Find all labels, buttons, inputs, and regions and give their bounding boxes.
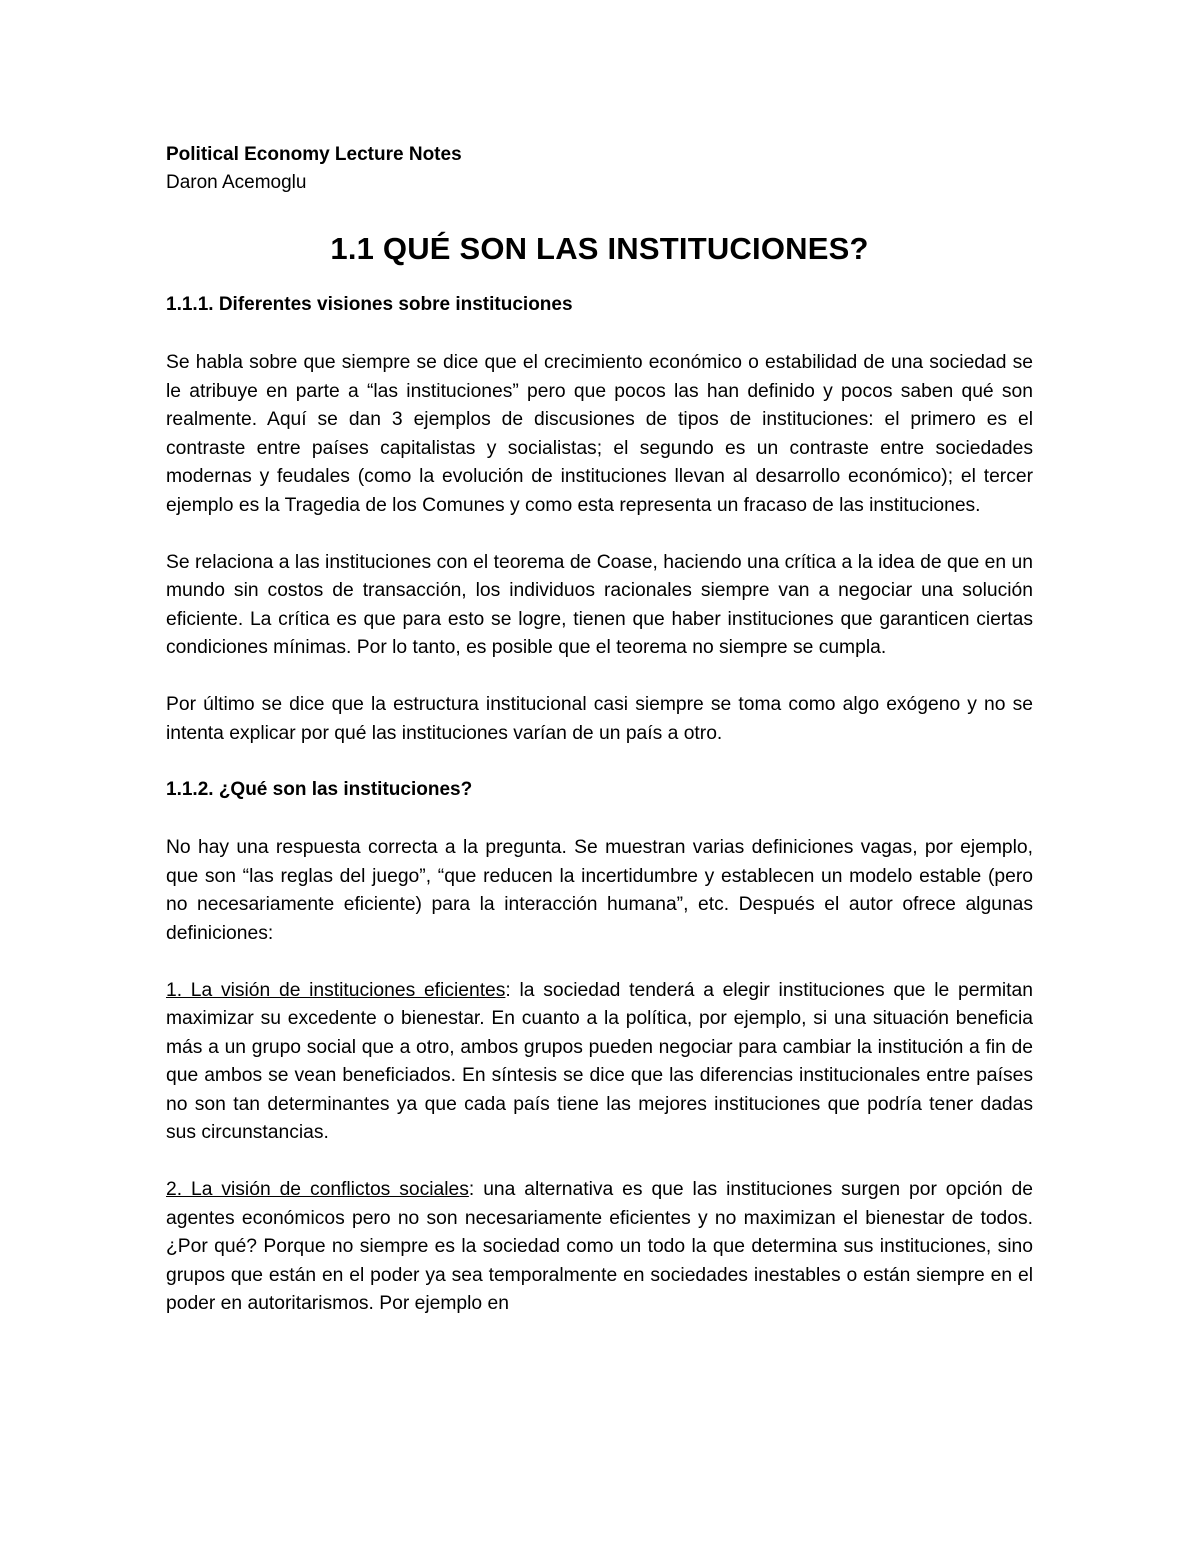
paragraph-efficient-institutions (166, 977, 1033, 1149)
paragraph-exogenous-structure: Por último se dice que la estructura institucional casi siempre se toma como algo exógeno y no se intenta explicar por qué las instituciones varían de un país a otro. (166, 693, 1033, 744)
paragraph-coase-theorem: Se relaciona a las instituciones con el teorema de Coase, haciendo una crítica a la idea de que en un mundo sin costos de transacción, los individuos racionales siempre van a negociar una solución eficiente. La crítica es que para esto se logre, tienen que haber instituciones que garanticen ciertas condiciones mínimas. Por lo tanto, es posible que el teorema no siempre se cumpla. (166, 551, 1033, 659)
document-header-title: Political Economy Lecture Notes (166, 144, 462, 165)
paragraph-social-conflicts (166, 1176, 1033, 1319)
paragraph-definitions-intro: No hay una respuesta correcta a la pregunta. Se muestran varias definiciones vagas, por ejemplo, que son “las reglas del juego”, “que reducen la incertidumbre y establecen un modelo estable (pero no necesariamente eficiente) para la interacción humana”, etc. Después el autor ofrece algunas definiciones: (166, 837, 1033, 944)
efficient-institutions-text: : la sociedad tenderá a elegir instituciones que le permitan maximizar su excedente o bienestar. En cuanto a la política, por ejemplo, si una situación beneficia más a un grupo social que a otro, ambos grupos pueden negociar para cambiar la institución a fin de que ambos se vean beneficiados. En síntesis se dice que las diferencias institucionales entre países no son tan determinantes ya que cada país tiene las mejores instituciones que podría tener dadas sus circunstancias. (166, 979, 1033, 1144)
social-conflicts-label: 2. La visión de conflictos sociales (166, 1179, 469, 1201)
efficient-institutions-label: 1. La visión de instituciones eficientes (166, 979, 506, 1001)
main-title: 1.1 QUÉ SON LAS INSTITUCIONES? (330, 231, 869, 266)
document-content (166, 141, 1033, 1319)
section-heading-1-1-1: 1.1.1. Diferentes visiones sobre instituciones (166, 294, 573, 315)
document-author: Daron Acemoglu (166, 172, 307, 193)
section-heading-1-1-2: 1.1.2. ¿Qué son las instituciones? (166, 779, 473, 801)
paragraph-institutions-overview: Se habla sobre que siempre se dice que el crecimiento económico o estabilidad de una sociedad se le atribuye en parte a “las instituciones” pero que pocos las han definido y pocos saben qué son realmente. Aquí se dan 3 ejemplos de discusiones de tipos de instituciones: el primero es el contraste entre países capitalistas y socialistas; el segundo es un contraste entre sociedades modernas y feudales (como la evolución de instituciones llevan al desarrollo económico); el tercer ejemplo es la Tragedia de los Comunes y como esta representa un fracaso de las instituciones. (166, 352, 1033, 516)
social-conflicts-text: : una alternativa es que las instituciones surgen por opción de agentes económicos pero no son necesariamente eficientes y no maximizan el bienestar de todos. ¿Por qué? Porque no siempre es la sociedad como un todo la que determina sus instituciones, sino grupos que están en el poder ya sea temporalmente en sociedades inestables o están siempre en el poder en autoritarismos. Por ejemplo en (166, 1179, 1033, 1315)
